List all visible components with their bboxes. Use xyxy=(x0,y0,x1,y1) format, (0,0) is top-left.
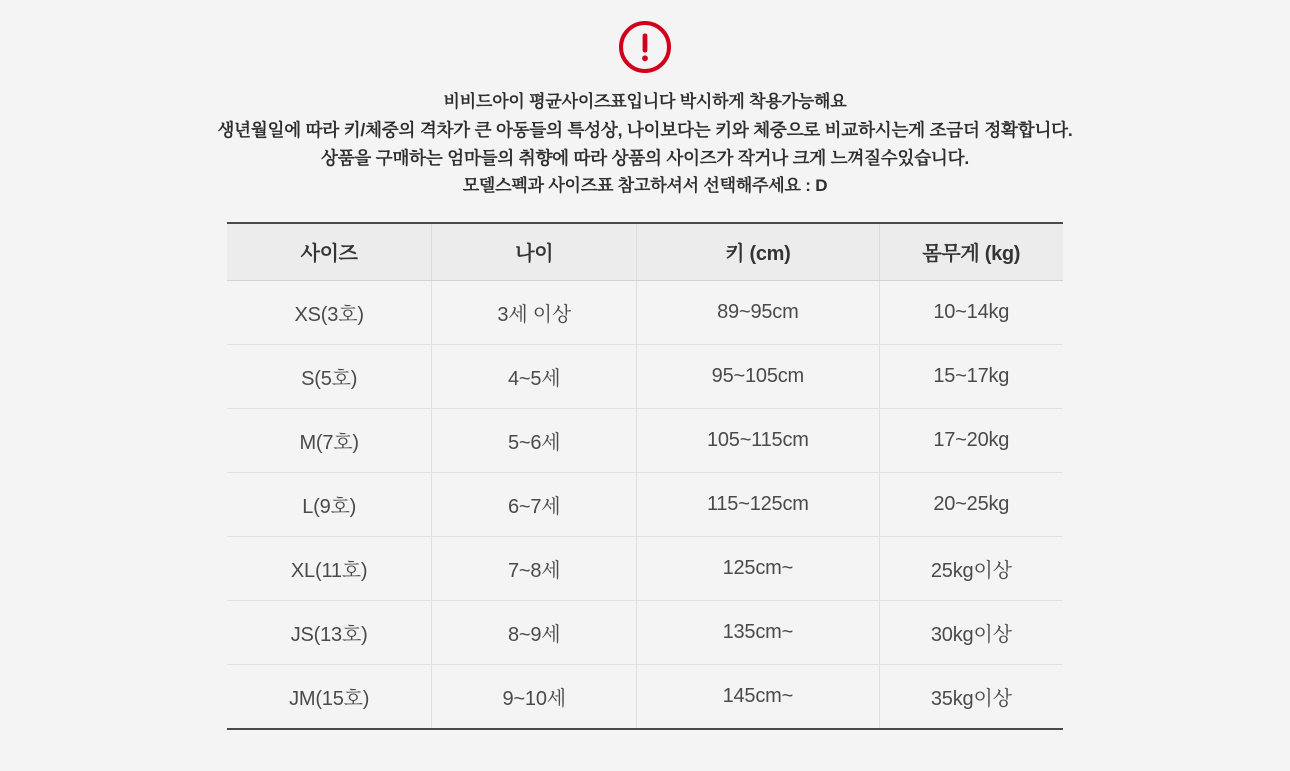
cell-weight: 20~25kg xyxy=(879,472,1063,536)
cell-age: 4~5세 xyxy=(432,344,637,408)
table-row xyxy=(227,472,1063,536)
cell-height: 125cm~ xyxy=(637,536,879,600)
notice-line-2: 생년월일에 따라 키/체중의 격차가 큰 아동들의 특성상, 나이보다는 키와 체중으로 비교하시는게 조금더 정확합니다. xyxy=(217,119,1073,140)
cell-weight: 25kg이상 xyxy=(879,536,1063,600)
table-row xyxy=(227,408,1063,472)
size-table-container xyxy=(227,222,1063,730)
cell-size: L(9호) xyxy=(227,472,432,536)
cell-weight: 17~20kg xyxy=(879,408,1063,472)
cell-height: 95~105cm xyxy=(637,344,879,408)
cell-weight: 35kg이상 xyxy=(879,664,1063,729)
cell-height: 115~125cm xyxy=(637,472,879,536)
cell-size: M(7호) xyxy=(227,408,432,472)
notice-line-1: 비비드아이 평균사이즈표입니다 박시하게 착용가능해요 xyxy=(443,92,847,111)
notice-text xyxy=(217,88,1072,200)
column-header-age: 나이 xyxy=(432,223,637,281)
table-row xyxy=(227,344,1063,408)
table-row xyxy=(227,600,1063,664)
cell-size: JM(15호) xyxy=(227,664,432,729)
table-row xyxy=(227,664,1063,729)
cell-height: 145cm~ xyxy=(637,664,879,729)
size-table xyxy=(227,222,1063,730)
notice-line-3: 상품을 구매하는 엄마들의 취향에 따라 상품의 사이즈가 작거나 크게 느껴질수있습니다. xyxy=(321,147,969,168)
size-table-body xyxy=(227,280,1063,729)
cell-size: XL(11호) xyxy=(227,536,432,600)
cell-height: 135cm~ xyxy=(637,600,879,664)
cell-size: S(5호) xyxy=(227,344,432,408)
table-header-row xyxy=(227,223,1063,281)
cell-age: 3세 이상 xyxy=(432,280,637,344)
cell-height: 105~115cm xyxy=(637,408,879,472)
column-header-size: 사이즈 xyxy=(227,223,432,281)
exclamation-circle-icon xyxy=(614,16,676,78)
cell-age: 5~6세 xyxy=(432,408,637,472)
size-table-head xyxy=(227,223,1063,281)
cell-weight: 15~17kg xyxy=(879,344,1063,408)
column-header-height: 키 (cm) xyxy=(637,223,879,281)
cell-height: 89~95cm xyxy=(637,280,879,344)
table-row xyxy=(227,536,1063,600)
cell-weight: 10~14kg xyxy=(879,280,1063,344)
cell-weight: 30kg이상 xyxy=(879,600,1063,664)
cell-size: XS(3호) xyxy=(227,280,432,344)
cell-age: 6~7세 xyxy=(432,472,637,536)
column-header-weight: 몸무게 (kg) xyxy=(879,223,1063,281)
notice-line-4: 모델스펙과 사이즈표 참고하셔서 선택해주세요 : D xyxy=(462,176,828,196)
cell-size: JS(13호) xyxy=(227,600,432,664)
cell-age: 7~8세 xyxy=(432,536,637,600)
cell-age: 9~10세 xyxy=(432,664,637,729)
cell-age: 8~9세 xyxy=(432,600,637,664)
table-row xyxy=(227,280,1063,344)
